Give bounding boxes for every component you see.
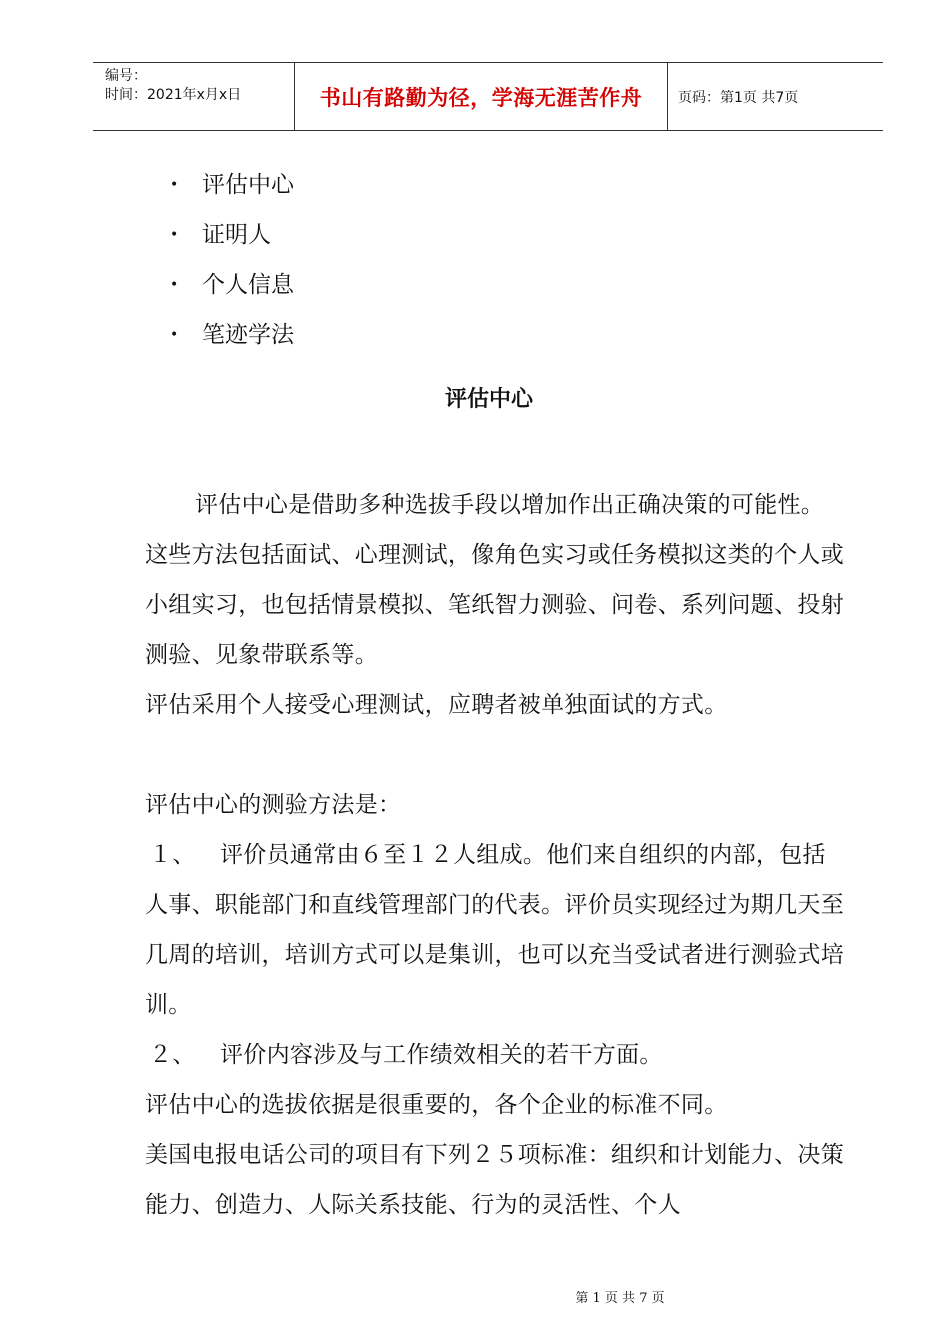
item-number: ２、 [149,1042,196,1068]
header-number: 编号： [105,68,147,84]
bullet-dot-icon: • [170,227,179,243]
page-footer: 第 1 页 共 7 页 [575,1291,665,1306]
bullet-dot-icon: • [170,327,179,343]
item-number: １、 [149,842,196,868]
bullet-item: • 个人信息 [170,260,294,310]
header-page-info: 页码：第1页 共7页 [678,89,799,106]
bullet-list [170,160,294,360]
numbered-item-2 [145,1030,845,1080]
numbered-item-1 [145,830,845,1030]
bullet-item: • 证明人 [170,210,294,260]
bullet-item: • 笔迹学法 [170,310,294,360]
spacer [145,730,845,780]
section-title: 评估中心 [444,387,533,412]
header-motto: 书山有路勤为径，学海无涯苦作舟 [295,63,668,130]
paragraph-att-standards: 美国电报电话公司的项目有下列２５项标准：组织和计划能力、决策能力、创造力、人际关系技能、行为的灵活性、个人 [145,1142,844,1218]
item-text: 评价员通常由６至１２人组成。他们来自组织的内部，包括人事、职能部门和直线管理部门的代表。评价员实现经过为期几天至几周的培训，培训方式可以是集训，也可以充当受试者进行测验式培训。 [145,842,844,1018]
paragraph-method: 评估采用个人接受心理测试，应聘者被单独面试的方式。 [145,692,728,718]
paragraph-criteria: 评估中心的选拔依据是很重要的，各个企业的标准不同。 [145,1092,728,1118]
page-header [93,62,883,131]
header-meta [93,63,295,130]
paragraph-intro: 评估中心是借助多种选拔手段以增加作出正确决策的可能性。这些方法包括面试、心理测试，像角色实习或任务模拟这类的个人或小组实习，也包括情景模拟、笔纸智力测验、问卷、系列问题、投射测验、见象带联系等。 [145,492,844,668]
paragraph-methods-heading: 评估中心的测验方法是： [145,792,402,818]
bullet-dot-icon: • [170,277,179,293]
body-content [145,480,845,1230]
bullet-item: • 评估中心 [170,160,294,210]
bullet-dot-icon: • [170,177,179,193]
item-text: 评价内容涉及与工作绩效相关的若干方面。 [220,1042,663,1068]
header-time: 时间：2021年x月x日 [105,87,242,103]
